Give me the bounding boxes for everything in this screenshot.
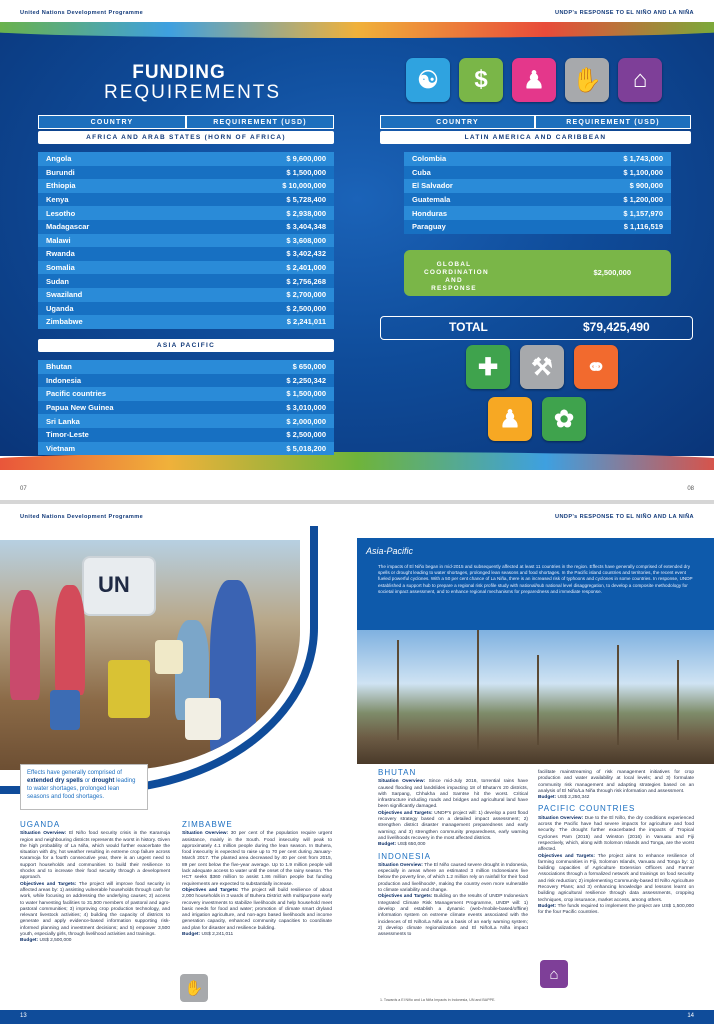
requirement-cell: $ 3,608,000	[185, 234, 334, 248]
quote-text: or	[84, 778, 91, 784]
table-row	[38, 442, 334, 456]
table-row	[38, 401, 334, 415]
header-org-2: United Nations Development Programme	[20, 514, 144, 520]
region-latam: LATIN AMERICA AND CARIBBEAN	[380, 131, 691, 144]
table-row	[38, 315, 334, 329]
latam-table	[404, 152, 671, 234]
table-row	[404, 193, 671, 207]
requirement-cell: $ 2,000,000	[216, 414, 334, 428]
requirement-cell: $ 3,010,000	[216, 401, 334, 415]
body-text: Building on the results of UNDP Indonesia's Integrated Climate Risk Management Programme, UNDP will: 1) develop and establish a dynamic (web-/mobile-based/offline) information system on extreme climate events associated with the incidences of El Niño/La Niña as a basis of an early warning system; 2) develop climate regionalization and El Niño/La Niña impact assessments to	[378, 894, 529, 938]
left-column-headers	[38, 115, 334, 129]
africa-table	[38, 152, 334, 329]
country-cell: Timor-Leste	[38, 428, 216, 442]
label: Budget:	[20, 938, 39, 944]
region-asia: ASIA PACIFIC	[38, 339, 334, 352]
label: Budget:	[182, 932, 201, 938]
tank-sign: UN	[98, 572, 130, 597]
requirement-cell: $ 2,938,000	[185, 206, 334, 220]
dollar-icon: $	[459, 58, 503, 102]
label: Situation Overview:	[182, 831, 229, 837]
body-text: The project will improve food security in affected areas by: 1) assisting vulnerable households through cash for work, while focusing on addressing the underlying causes; 2) access to water harvesting facilities to 31,500 members of pastoral and agro-pastoral communities; 3) improving crop production technology, and relevant livestock activities; 4) building the capacity of districts to generate and apply evidence-based information supporting risk-informed planning and investment decisions; and 5) empower 3,500 youth, especially girls, through livelihood activities and trainings.	[20, 881, 171, 938]
requirement-cell: $ 2,241,011	[185, 315, 334, 329]
palm-tree	[617, 645, 619, 745]
country-cell: Swaziland	[38, 288, 185, 302]
country-cell: Papua New Guinea	[38, 401, 216, 415]
body-text: US$ 650,000	[397, 842, 426, 848]
house-icon: ⌂	[618, 58, 662, 102]
requirement-cell: $ 1,200,000	[539, 193, 671, 207]
page-title	[104, 62, 282, 104]
section-heading: BHUTAN	[378, 768, 417, 777]
label: Budget:	[378, 842, 397, 848]
top-icon-row	[406, 58, 662, 102]
table-row	[38, 360, 334, 374]
table-row	[38, 414, 334, 428]
palm-tree	[677, 660, 679, 740]
body-text: The project will build resilience of about 2,000 households in 3 wards of Buhera District with multipurpose early recovery investments to stabilize livelihoods and help household meet basic needs for food and water; promotion of climate smart dryland and irrigation agriculture, and non-agro based livelihoods and income generation capacity, enhanced community capacities to coordinate and plan for disaster and resilience building.	[182, 887, 332, 931]
country-cell: Ethiopia	[38, 179, 185, 193]
country-cell: Colombia	[404, 152, 539, 166]
table-row	[38, 179, 334, 193]
requirement-cell: $ 1,157,970	[539, 206, 671, 220]
table-row	[404, 206, 671, 220]
quote-text: Effects have generally comprised of	[27, 770, 122, 776]
requirement-cell: $ 2,250,342	[216, 374, 334, 388]
body-text: Due to the El Niño, the dry conditions experienced across the Pacific have had severe impacts for agriculture and food security. The drought further exacerbated the impacts of Tropical Cyclones Pam (2015) and Winston (2016) in Vanuatu and Fiji respectively, which, along with Solomon Islands and Tonga, are the worst affected.	[538, 815, 694, 853]
label: Situation Overview:	[378, 862, 423, 868]
handshake-icon: ☯	[406, 58, 450, 102]
section-heading: PACIFIC COUNTRIES	[538, 804, 636, 814]
zimbabwe-section	[182, 822, 332, 938]
blue-arc-frame	[0, 526, 318, 794]
section-heading: UGANDA	[20, 820, 61, 829]
table-row	[38, 247, 334, 261]
label: Budget:	[538, 903, 557, 909]
label: Objectives and Targets:	[20, 881, 77, 887]
requirement-cell: $ 1,100,000	[539, 166, 671, 180]
country-cell: Guatemala	[404, 193, 539, 207]
country-cell: Bhutan	[38, 360, 216, 374]
color-swoosh-top	[0, 22, 714, 38]
palm-tree	[477, 630, 479, 750]
requirement-cell: $ 1,500,000	[185, 166, 334, 180]
house-icon: ⌂	[540, 960, 568, 988]
country-cell: Sri Lanka	[38, 414, 216, 428]
agreement-icon: ✋	[180, 974, 208, 1002]
right-column-headers	[380, 115, 691, 129]
country-cell: Paraguay	[404, 220, 539, 234]
body-text: The funds required to implement the project are US$ 1,500,000 for the four Pacific countries.	[538, 903, 694, 916]
construction-icon: ⚒	[520, 345, 564, 389]
requirement-cell: $ 3,404,348	[185, 220, 334, 234]
country-cell: Indonesia	[38, 374, 216, 388]
page-number-left: 07	[20, 486, 27, 492]
body-text: The El Niño caused severe drought in Indonesia, especially in areas where an estimated 3 million Indonesians live below the poverty line, of which 1.2 million rely on rainfall for their food production and livelihoods¹, making the country even more vulnerable to climate variability and change.	[378, 862, 529, 894]
table-row	[38, 166, 334, 180]
page-header-2	[0, 504, 714, 526]
label: Situation Overview:	[20, 831, 67, 837]
body-text: US$ 2,241,011	[201, 932, 234, 938]
people-icon: ♟	[488, 397, 532, 441]
section-heading: ZIMBABWE	[182, 820, 233, 829]
col-country: COUNTRY	[38, 115, 186, 129]
table-row	[38, 274, 334, 288]
col-requirement-right: REQUIREMENT (USD)	[535, 115, 691, 129]
table-row	[38, 387, 334, 401]
label: Objectives and Targets:	[538, 853, 595, 859]
country-cell: Lesotho	[38, 206, 185, 220]
agreement-icon: ✋	[565, 58, 609, 102]
requirement-cell: $ 2,401,000	[185, 261, 334, 275]
table-row	[404, 152, 671, 166]
country-cell: Madagascar	[38, 220, 185, 234]
bottom-icon-row-1	[466, 345, 618, 389]
label: Objectives and Targets:	[182, 887, 239, 893]
country-cell: Honduras	[404, 206, 539, 220]
label: Situation Overview:	[538, 815, 584, 821]
country-cell: Vietnam	[38, 442, 216, 456]
country-cell: Kenya	[38, 193, 185, 207]
body-text: The project aims to enhance resilience of farming communities in Fiji, Solomon Islands, Vanuatu and Tonga by: 1) building capacities of Agriculture Extension Officers and Farmer Associations through a formalized network and trainings on food security and risk reduction; 2) implementing Community-based El Niño Agriculture Recovery Plans; and 3) enhancing knowledge and lessons learnt on building agricultural resilience through data assessments, cropping techniques, crop insurance, market access, among others.	[538, 853, 694, 903]
body-text: US$ 2,250,342	[557, 795, 590, 801]
requirement-cell: $ 2,500,000	[185, 302, 334, 316]
global-value: $2,500,000	[593, 268, 631, 277]
requirement-cell: $ 2,700,000	[185, 288, 334, 302]
global-coordination-row	[404, 250, 671, 296]
requirement-cell: $ 650,000	[216, 360, 334, 374]
page-number-right: 08	[687, 486, 694, 492]
page-number-right: 14	[687, 1013, 694, 1019]
requirement-cell: $ 9,600,000	[185, 152, 334, 166]
header-report-title-2: UNDP's RESPONSE TO EL NIÑO AND LA NIÑA	[555, 514, 694, 520]
country-cell: Somalia	[38, 261, 185, 275]
table-row	[404, 166, 671, 180]
country-cell: Angola	[38, 152, 185, 166]
asia-pacific-title: Asia-Pacific	[366, 546, 414, 556]
bhutan-section	[378, 770, 528, 938]
footnote: 1. Towards a El Niño and La Niña Impacts in Indonesia, UN and BAPPE.	[380, 998, 496, 1002]
requirement-cell: $ 2,756,268	[185, 274, 334, 288]
requirement-cell: $ 1,500,000	[216, 387, 334, 401]
requirement-cell: $ 3,402,432	[185, 247, 334, 261]
bottom-icon-row-2	[488, 397, 586, 441]
country-cell: Malawi	[38, 234, 185, 248]
country-cell: Pacific countries	[38, 387, 216, 401]
pull-quote	[20, 764, 148, 810]
header-report-title: UNDP's RESPONSE TO EL NIÑO AND LA NIÑA	[555, 10, 694, 16]
label: Situation Overview:	[378, 779, 426, 785]
table-row	[38, 302, 334, 316]
body-text: Since mid-July 2016, torrential rains have caused flooding and landslides impacting 18 of Bhutan's 20 districts, with Sarpang, Chhukha and Samtse hit the worst. Critical infrastructure including roads and bridges and agricultural land have been significantly damaged.	[378, 779, 528, 810]
table-row	[38, 152, 334, 166]
label: Budget:	[538, 795, 557, 801]
table-row	[38, 428, 334, 442]
pacific-section	[538, 770, 694, 917]
table-row	[38, 234, 334, 248]
palm-tree	[537, 655, 539, 745]
section-heading: INDONESIA	[378, 851, 432, 861]
asia-table	[38, 360, 334, 455]
body-text: UNDP's project will: 1) develop a post flood recovery strategy based on a detailed impact assessment; 2) strengthen district disaster management preparedness and early warning; and 3) strengthen community preparedness, early warning and livelihoods recovery in the most affected districts.	[378, 810, 528, 841]
body-text: El Niño food security crisis in the Karamoja region and neighbouring districts represents the worst in history. Given the high probability of La Niña, which would further exacerbate the situation with dry, hot weather resulting in extreme crop failure across Karamoja for a fourth consecutive year, there is an urgent need to support households and communities to build their resilience to shocks and to increase their food security through a development approach.	[20, 831, 170, 881]
country-cell: Sudan	[38, 274, 185, 288]
col-requirement: REQUIREMENT (USD)	[186, 115, 334, 129]
quote-text: leading to water shortages, prolonged lean seasons and food shortages.	[27, 778, 136, 800]
requirement-cell: $ 2,500,000	[216, 428, 334, 442]
rings-icon: ⚭	[574, 345, 618, 389]
country-cell: Cuba	[404, 166, 539, 180]
country-cell: Zimbabwe	[38, 315, 185, 329]
requirement-cell: $ 5,728,400	[185, 193, 334, 207]
requirement-cell: $ 900,000	[539, 179, 671, 193]
page-header	[0, 0, 714, 22]
asia-pacific-intro: The impacts of El Niño began in mid-2015 and subsequently affected at least 11 countries in the region. Effects have generally comprised of extended dry spells or drought leading to water shortages, prolonged lean seasons and food shortages. In the Pacific island countries and territories, the recent event fueled powerful cyclones. With a 50 per cent chance of La Niña, there is an increased risk of typhoons and cyclones in some countries. In response, UNDP established a support hub to prepare a regional risk profile study with national/sub national level disaggregation, to develop a composite methodology for societal impact assessment, and to enhance regional mechanisms for preparedness and immediate response.	[378, 564, 693, 594]
table-row	[38, 206, 334, 220]
header-org: United Nations Development Programme	[20, 10, 144, 16]
country-cell: Burundi	[38, 166, 185, 180]
health-kit-icon: ✚	[466, 345, 510, 389]
label: Objectives and Targets:	[378, 894, 433, 900]
footer-bar	[0, 1010, 714, 1024]
table-row	[38, 193, 334, 207]
table-row	[404, 220, 671, 234]
page-number-left: 13	[20, 1013, 27, 1019]
label: Objectives and Targets:	[378, 810, 433, 816]
uganda-section	[20, 822, 170, 945]
country-cell: Rwanda	[38, 247, 185, 261]
requirement-cell: $ 10,000,000	[185, 179, 334, 193]
crop-icon: ✿	[542, 397, 586, 441]
table-row	[38, 374, 334, 388]
total-row	[380, 316, 693, 340]
body-text: 30 per cent of the population require urgent assistance, mainly in the South. Food insecurity will peak to approximately 4.1 million people during the lean season. In Buhera, food insecurity is expected to raise up to 70 per cent during January-March 2017. The planted area decreased by 40 per cent from 2015, 89 per cent below the five-year average. Up to 1.9 million people will lack adequate access to water until the onset of the rainy season. The HCT seeks $360 million to assist 1.86 million people but funding requirements are expected to substantially increase.	[182, 831, 332, 887]
table-row	[38, 288, 334, 302]
table-row	[404, 179, 671, 193]
global-label: GLOBAL COORDINATION AND RESPONSE	[424, 261, 489, 292]
total-value: $79,425,490	[583, 320, 650, 334]
total-label: TOTAL	[449, 320, 488, 334]
body-text: facilitate mainstreaming of risk management initiatives for crop production and water availability at local levels; and 3) formulate community risk management and adapting strategies based on an analysis of El Niño/La Niña through risk information and assessment.	[538, 770, 694, 794]
community-icon: ♟	[512, 58, 556, 102]
country-cell: Uganda	[38, 302, 185, 316]
body-text: US$ 2,500,000	[39, 938, 72, 944]
requirement-cell: $ 5,018,200	[216, 442, 334, 456]
funding-spread	[0, 0, 714, 500]
photo-cyclone-damage	[357, 630, 714, 764]
country-cell: El Salvador	[404, 179, 539, 193]
regional-spread	[0, 504, 714, 1024]
palm-tree	[397, 640, 399, 740]
table-row	[38, 261, 334, 275]
quote-emphasis: drought	[91, 778, 115, 784]
requirement-cell: $ 1,743,000	[539, 152, 671, 166]
requirement-cell: $ 1,116,519	[539, 220, 671, 234]
table-row	[38, 220, 334, 234]
title-line-1: FUNDING	[132, 62, 226, 83]
title-line-2: REQUIREMENTS	[104, 82, 282, 103]
region-africa: AFRICA AND ARAB STATES (HORN OF AFRICA)	[38, 131, 334, 144]
quote-emphasis: extended dry spells	[27, 778, 84, 784]
col-country-right: COUNTRY	[380, 115, 535, 129]
